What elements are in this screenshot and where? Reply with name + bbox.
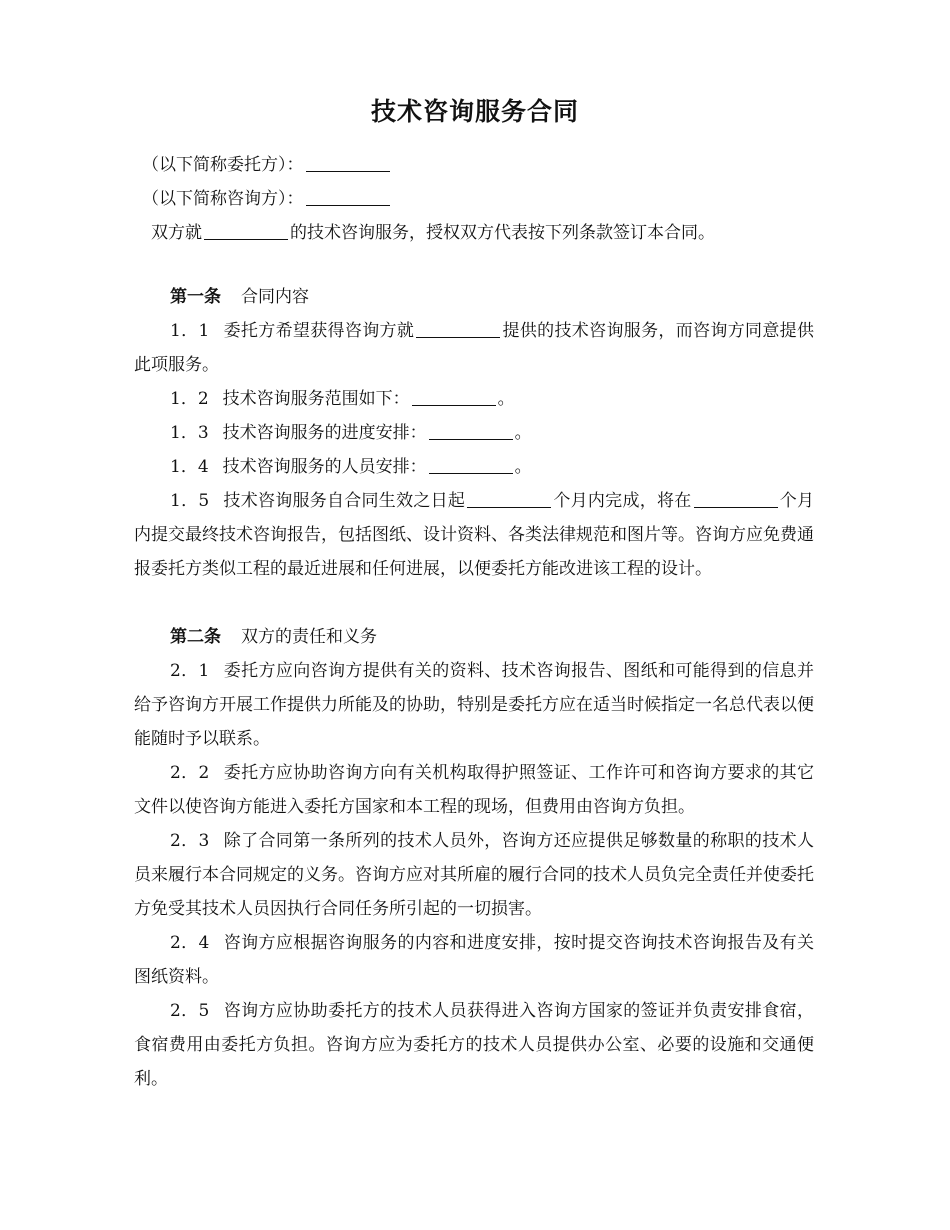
article-2-title: 双方的责任和义务: [241, 627, 377, 647]
clause-number: 2．2: [170, 763, 210, 783]
article-1-title: 合同内容: [241, 287, 309, 307]
article-1-number: 第一条: [170, 287, 221, 307]
intro-suffix: 的技术咨询服务，授权双方代表按下列条款签订本合同。: [290, 223, 715, 243]
party-a-line: [134, 148, 814, 182]
clause-number: 2．1: [170, 661, 210, 681]
clause-text: 个月内提交最终技术咨询报告，包括图纸、设计资料、各类法律规范和图片等。咨询方应免费通报委托方类似工程的最近进展和任何进展，以便委托方能改进该工程的设计。: [134, 491, 815, 579]
clause-2-1: [134, 654, 814, 756]
clause-1-1: [134, 314, 814, 382]
clause-text: 技术咨询服务的人员安排：: [222, 457, 427, 477]
clause-number: 1．5: [170, 491, 210, 511]
clause-number: 2．3: [170, 831, 210, 851]
clause-1-5: [134, 484, 814, 586]
clause-number: 1．1: [170, 321, 210, 341]
section-gap: [134, 250, 814, 280]
clause-text: 委托方应向咨询方提供有关的资料、技术咨询报告、图纸和可能得到的信息并给予咨询方开展工作提供力所能及的协助，特别是委托方应在适当时候指定一名总代表以便能随时予以联系。: [134, 661, 814, 749]
intro-blank: [204, 219, 288, 240]
clause-text: 提供的技术咨询服务，而咨询方同意提供此项服务。: [134, 321, 814, 375]
clause-text: 咨询方应协助委托方的技术人员获得进入咨询方国家的签证并负责安排食宿，食宿费用由委托方负担。咨询方应为委托方的技术人员提供办公室、必要的设施和交通便利。: [134, 1001, 814, 1089]
clause-number: 1．2: [170, 389, 209, 409]
clause-text: 。: [514, 457, 532, 477]
clause-text: 技术咨询服务自合同生效之日起: [223, 491, 466, 511]
document-body: [134, 148, 814, 1096]
clause-blank: [416, 317, 500, 338]
clause-blank: [412, 385, 496, 406]
clause-text: 委托方应协助咨询方向有关机构取得护照签证、工作许可和咨询方要求的其它文件以使咨询方能进入委托方国家和本工程的现场，但费用由咨询方负担。: [134, 763, 814, 817]
intro-line: [134, 216, 814, 250]
clause-number: 1．3: [170, 423, 209, 443]
party-b-blank: [306, 185, 390, 206]
article-2-heading: [134, 620, 814, 654]
party-a-blank: [306, 151, 390, 172]
clause-blank: [429, 453, 513, 474]
clause-text: 技术咨询服务的进度安排：: [222, 423, 427, 443]
clause-blank: [429, 419, 513, 440]
clause-text: 。: [497, 389, 515, 409]
clause-2-4: [134, 926, 814, 994]
clause-text: 咨询方应根据咨询服务的内容和进度安排，按时提交咨询技术咨询报告及有关图纸资料。: [134, 933, 814, 987]
clause-text: 。: [514, 423, 532, 443]
section-gap: [134, 586, 814, 620]
clause-number: 1．4: [170, 457, 209, 477]
clause-1-4: [134, 450, 814, 484]
clause-blank: [467, 487, 551, 508]
clause-1-3: [134, 416, 814, 450]
party-b-label: （以下简称咨询方）：: [142, 189, 304, 209]
article-1-heading: [134, 280, 814, 314]
document-title: 技术咨询服务合同: [370, 97, 579, 126]
clause-2-3: [134, 824, 814, 926]
party-a-label: （以下简称委托方）：: [142, 155, 304, 175]
clause-blank: [694, 487, 778, 508]
intro-prefix: 双方就: [151, 223, 202, 243]
clause-text: 除了合同第一条所列的技术人员外，咨询方还应提供足够数量的称职的技术人员来履行本合同规定的义务。咨询方应对其所雇的履行合同的技术人员负完全责任并使委托方免受其技术人员因执行合同任务所引起的一切损害。: [134, 831, 814, 919]
clause-text: 技术咨询服务范围如下：: [222, 389, 410, 409]
clause-1-2: [134, 382, 814, 416]
clause-number: 2．4: [170, 933, 210, 953]
clause-2-2: [134, 756, 814, 824]
article-2-number: 第二条: [170, 627, 221, 647]
clause-number: 2．5: [170, 1001, 210, 1021]
clause-text: 委托方希望获得咨询方就: [223, 321, 415, 341]
party-b-line: [134, 182, 814, 216]
clause-2-5: [134, 994, 814, 1096]
clause-text: 个月内完成，将在: [553, 491, 692, 511]
